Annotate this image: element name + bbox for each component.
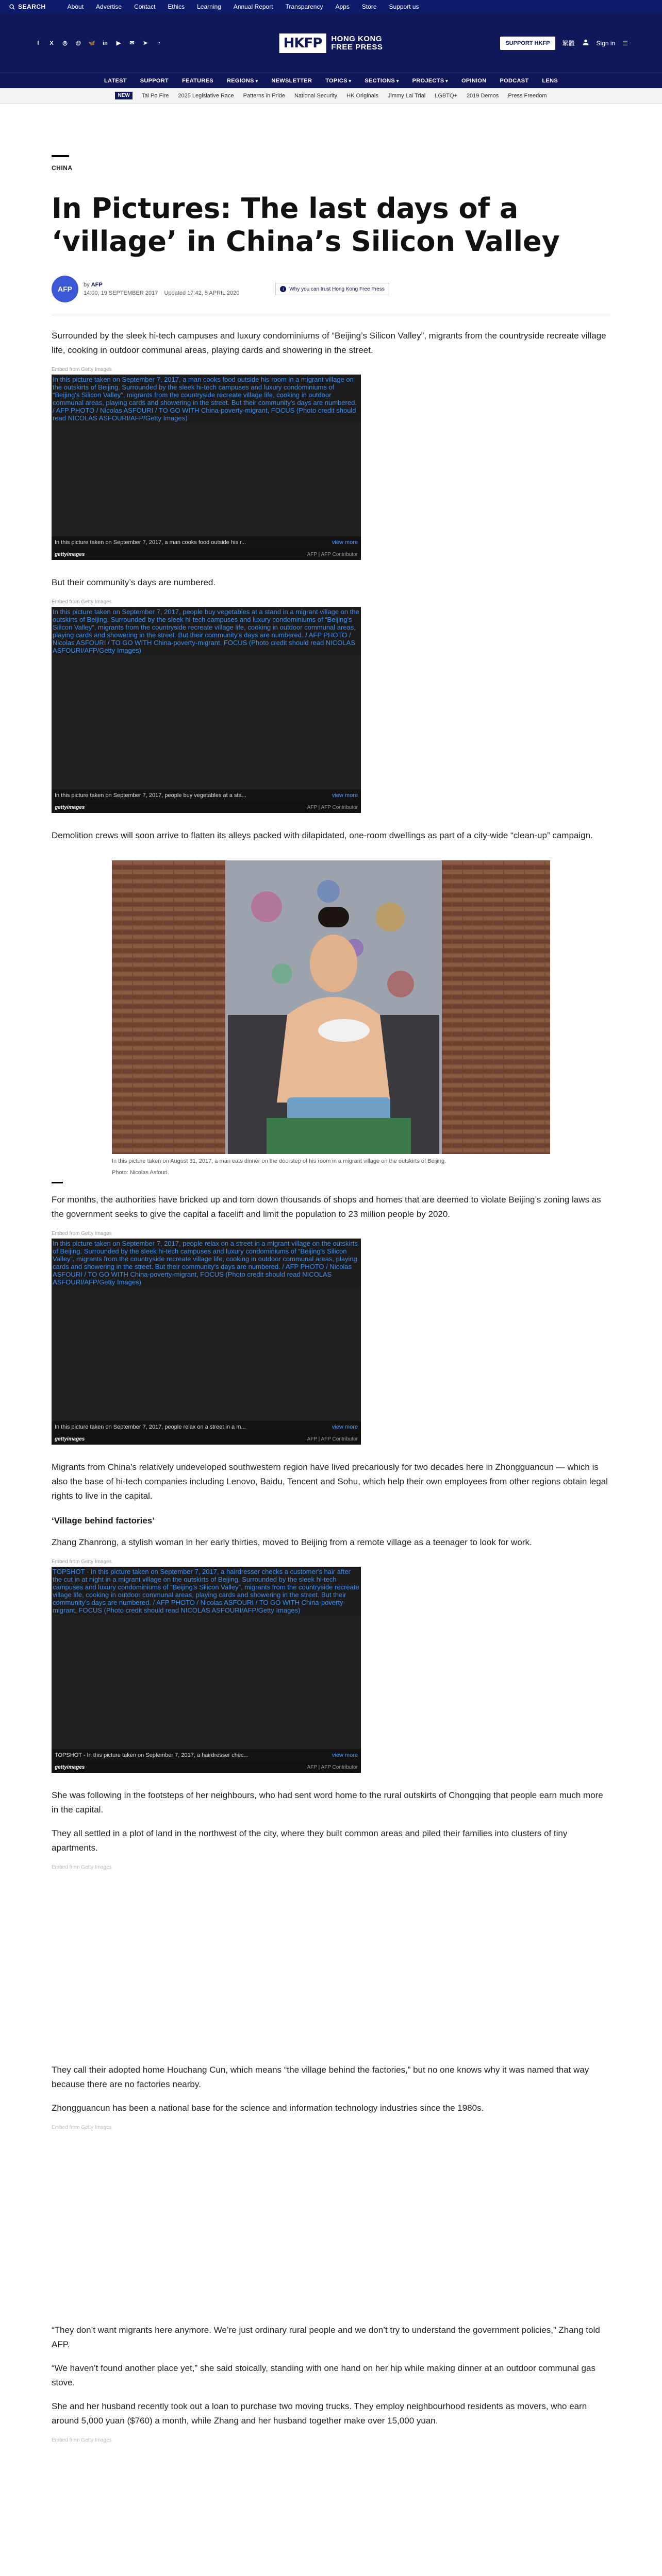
subheading-village: ‘Village behind factories’ [52, 1516, 155, 1526]
x-icon[interactable]: X [49, 40, 54, 46]
paragraph-5: Migrants from China’s relatively undeveloped southwestern region have lived precariously for two decades here in Zhongguancun — which is also the base of hi-tech companies including Lenovo, Baidu, Tencent and Sohu, which help their own employees from other regions obtain legal rights to live in the capital. [52, 1462, 608, 1501]
article-category[interactable]: CHINA [52, 164, 73, 172]
paragraph-8: They all settled in a plot of land in the northwest of the city, where they built common areas and piled their families into clusters of tiny apartments. [52, 1828, 568, 1853]
article-title: In Pictures: The last days of a ‘village’ in China’s Silicon Valley [52, 192, 560, 258]
trending-nav [0, 88, 662, 104]
embed-caption-bar [52, 1421, 361, 1433]
nav-opinion[interactable]: OPINION [461, 77, 487, 84]
embed-footer [52, 1761, 361, 1773]
bluesky-icon[interactable]: 🦋 [88, 40, 95, 46]
instagram-icon[interactable]: ◎ [62, 40, 68, 46]
getty-embed-3[interactable] [52, 1239, 361, 1445]
category-rule [52, 155, 69, 157]
view-more-link[interactable]: view more [332, 1752, 358, 1758]
embed-credit: AFP | AFP Contributor [307, 1764, 358, 1770]
nav-sections[interactable]: SECTIONS ▾ [365, 78, 399, 84]
figure-credit: Photo: Nicolas Asfouri. [112, 1170, 169, 1176]
getty-embed-4[interactable] [52, 1567, 361, 1773]
embed-caption: In this picture taken on September 7, 2017, people buy vegetables at a sta... [55, 792, 246, 799]
paragraph-11: “They don’t want migrants here anymore. We’re just ordinary rural people and we don’t try to understand the government policies,” Zhang told AFP. [52, 2325, 600, 2349]
header-actions [500, 37, 628, 50]
author-name[interactable]: AFP [91, 282, 103, 288]
trust-button[interactable] [275, 283, 389, 295]
trending-patterns-in-pride[interactable]: Patterns in Pride [243, 92, 285, 99]
nav-support[interactable]: SUPPORT [140, 77, 169, 84]
embed-caption: In this picture taken on September 7, 2017, a man cooks food outside his r... [55, 539, 246, 546]
embed-label: Embed from Getty Images [52, 1231, 112, 1236]
util-link-ethics[interactable]: Ethics [168, 3, 185, 10]
byline-by: by [84, 282, 90, 288]
sign-in-link[interactable]: Sign in [596, 39, 616, 47]
embed-footer [52, 549, 361, 560]
embed-caption-bar [52, 1749, 361, 1761]
logo-line-2: FREE PRESS [331, 42, 383, 52]
embed-footer [52, 802, 361, 813]
getty-logo[interactable]: gettyimages [55, 551, 85, 557]
logo-wordmark [331, 35, 383, 52]
user-icon[interactable] [582, 39, 589, 47]
embed-placeholder [52, 1883, 610, 2063]
section-divider [52, 1182, 63, 1183]
logo-line-1: HONG KONG [331, 34, 383, 43]
util-link-store[interactable]: Store [361, 3, 377, 10]
nav-podcast[interactable]: PODCAST [500, 77, 529, 84]
photo-illustration [112, 860, 550, 1154]
paragraph-12: “We haven’t found another place yet,” she said stoically, standing with one hand on her hip while making dinner at an outdoor communal gas stove. [52, 2363, 595, 2387]
util-link-learning[interactable]: Learning [197, 3, 221, 10]
embed-credit: AFP | AFP Contributor [307, 804, 358, 810]
getty-logo[interactable]: gettyimages [55, 804, 85, 810]
trending-tai-po-fire[interactable]: Tai Po Fire [141, 92, 169, 99]
nav-newsletter[interactable]: NEWSLETTER [271, 77, 312, 84]
view-more-link[interactable]: view more [332, 1424, 358, 1430]
embed-placeholder [52, 2455, 610, 2576]
image-alt-text: In this picture taken on September 7, 2017, people buy vegetables at a stand in a migrant village on the outskirts of Beijing. Surrounded by the sleek hi-tech campuses and luxury condominiums of “Beijing's Silicon Valley”, migrants from the countryside recreate village life, cooking in outdoor communal areas, playing cards and showering in the street. But their community's days are numbered. / AFP PHOTO / Nicolas ASFOURI / TO GO WITH China-poverty-migrant, FOCUS (Photo credit should read NICOLAS ASFOURI/AFP/Getty Images) [52, 607, 361, 655]
new-badge: NEW [115, 92, 132, 99]
paragraph-7: She was following in the footsteps of her neighbours, who had sent word home to the rural outskirts of Chongqing that people earn much more in the capital. [52, 1790, 603, 1815]
trending-legislative-race[interactable]: 2025 Legislative Race [178, 92, 234, 99]
paragraph-2: But their community’s days are numbered. [52, 578, 216, 587]
util-link-contact[interactable]: Contact [134, 3, 156, 10]
embed-label: Embed from Getty Images [52, 599, 112, 605]
embed-placeholder [52, 2143, 610, 2323]
publish-date: 14:00, 19 SEPTEMBER 2017 [84, 290, 158, 296]
byline [52, 276, 610, 315]
social-links [34, 39, 163, 47]
nav-latest[interactable]: LATEST [104, 77, 127, 84]
image-alt-text: TOPSHOT - In this picture taken on September 7, 2017, a hairdresser checks a customer's hair after the cut in at night in a migrant village on the outskirts of Beijing. Surrounded by the sleek hi-tech campuses and luxury condominiums of “Beijing's Silicon Valley”, migrants from the countryside recreate village life, cooking in outdoor communal areas, playing cards and showering in the street. But their community's days are numbered. / AFP PHOTO / Nicolas ASFOURI / TO GO WITH China-poverty-migrant, FOCUS (Photo credit should read NICOLAS ASFOURI/AFP/Getty Images) [52, 1567, 361, 1615]
email-icon[interactable]: ✉ [129, 40, 135, 46]
paragraph-9: They call their adopted home Houchang Cun, which means “the village behind the factories,” but no one knows why it was named that way because there are no factories nearby. [52, 2065, 589, 2089]
nav-regions[interactable]: REGIONS ▾ [227, 78, 258, 84]
util-link-apps[interactable]: Apps [335, 3, 350, 10]
util-link-transparency[interactable]: Transparency [285, 3, 323, 10]
facebook-icon[interactable]: f [37, 40, 39, 46]
util-link-annual-report[interactable]: Annual Report [233, 3, 273, 10]
embed-credit: AFP | AFP Contributor [307, 551, 358, 557]
embed-credit: AFP | AFP Contributor [307, 1436, 358, 1442]
utility-links [68, 3, 419, 10]
article-figure [112, 860, 550, 1177]
figure-caption: In this picture taken on August 31, 2017, a man eats dinner on the doorstep of his room in a migrant village on the outskirts of Beijing. [112, 1158, 446, 1164]
embed-caption: TOPSHOT - In this picture taken on September 7, 2017, a hairdresser chec... [55, 1752, 249, 1758]
view-more-link[interactable]: view more [332, 792, 358, 799]
getty-logo[interactable]: gettyimages [55, 1764, 85, 1770]
menu-icon[interactable]: ☰ [622, 39, 628, 47]
main-nav [0, 73, 662, 88]
utility-bar [0, 0, 662, 13]
threads-icon[interactable]: @ [75, 40, 81, 46]
rss-icon[interactable]: ◔ [157, 40, 161, 46]
paragraph-6: Zhang Zhanrong, a stylish woman in her early thirties, moved to Beijing from a remote village as a teenager to look for work. [52, 1537, 532, 1547]
site-header [0, 13, 662, 73]
nav-features[interactable]: FEATURES [182, 77, 213, 84]
updated-date: Updated 17:42, 5 APRIL 2020 [164, 290, 240, 296]
getty-embed-2[interactable] [52, 607, 361, 813]
image-alt-text: In this picture taken on September 7, 2017, a man cooks food outside his room in a migrant village on the outskirts of Beijing. Surrounded by the sleek hi-tech campuses and luxury condominiums of “Beijing's Silicon Valley”, migrants from the countryside recreate village life, cooking in outdoor communal areas, playing cards and showering in the street. But their community's days are numbered. / AFP PHOTO / Nicolas ASFOURI / TO GO WITH China-poverty-migrant, FOCUS (Photo credit should read NICOLAS ASFOURI/AFP/Getty Images) [52, 375, 361, 423]
getty-logo[interactable]: gettyimages [55, 1436, 85, 1442]
article [52, 104, 610, 2576]
paragraph-13: She and her husband recently took out a loan to purchase two moving trucks. They employ neighbourhood residents as movers, who earn around 5,000 yuan ($760) a month, while Zhang and her husband together make over 15,000 yuan. [52, 2401, 587, 2426]
embed-caption-bar [52, 536, 361, 549]
embed-label: Embed from Getty Images [52, 1559, 112, 1565]
embed-label: Embed from Getty Images [52, 367, 112, 372]
embed-footer [52, 1433, 361, 1445]
telegram-icon[interactable]: ➤ [143, 40, 148, 46]
trending-2019-demos[interactable]: 2019 Demos [466, 92, 499, 99]
trending-hk-originals[interactable]: HK Originals [346, 92, 378, 99]
info-icon: i [280, 286, 286, 292]
util-link-advertise[interactable]: Advertise [96, 3, 122, 10]
search-icon [9, 4, 15, 10]
embed-label: Embed from Getty Images [52, 2125, 112, 2130]
embed-label: Embed from Getty Images [52, 2437, 112, 2443]
nav-projects[interactable]: PROJECTS ▾ [412, 78, 448, 84]
logo-mark: HKFP [279, 33, 326, 53]
getty-embed-1[interactable] [52, 375, 361, 560]
site-logo[interactable] [279, 33, 383, 53]
paragraph-1: Surrounded by the sleek hi-tech campuses and luxury condominiums of “Beijing’s Silicon Valley”, migrants from the countryside recreate village life, cooking in outdoor communal areas, playing cards and showering in the street. [52, 331, 606, 355]
youtube-icon[interactable]: ▶ [116, 40, 121, 46]
nav-topics[interactable]: TOPICS ▾ [325, 78, 351, 84]
language-toggle[interactable]: 繁體 [562, 40, 575, 47]
trending-lgbtq[interactable]: LGBTQ+ [435, 92, 457, 99]
trending-press-freedom[interactable]: Press Freedom [508, 92, 547, 99]
search-button[interactable] [9, 3, 46, 10]
image-alt-text: In this picture taken on September 7, 2017, people relax on a street in a migrant village on the outskirts of Beijing. Surrounded by the sleek hi-tech campuses and luxury condominiums of “Beijing's Silicon Valley”, migrants from the countryside recreate village life, cooking in outdoor communal areas, playing cards and showering in the street. But their community's days are numbered. / AFP PHOTO / Nicolas ASFOURI / TO GO WITH China-poverty-migrant, FOCUS (Photo credit should read NICOLAS ASFOURI/AFP/Getty Images) [52, 1239, 361, 1287]
embed-caption-bar [52, 789, 361, 802]
trending-jimmy-lai-trial[interactable]: Jimmy Lai Trial [387, 92, 426, 99]
util-link-about[interactable]: About [67, 3, 84, 10]
support-hkfp-button[interactable]: SUPPORT HKFP [500, 37, 555, 50]
nav-lens[interactable]: LENS [542, 77, 558, 84]
trust-label: Why you can trust Hong Kong Free Press [289, 286, 385, 292]
paragraph-10: Zhongguancun has been a national base for the science and information technology industries since the 1980s. [52, 2103, 484, 2113]
embed-caption: In this picture taken on September 7, 2017, people relax on a street in a m... [55, 1424, 246, 1430]
trending-national-security[interactable]: National Security [294, 92, 338, 99]
avatar[interactable]: AFP [52, 276, 78, 302]
search-label: SEARCH [18, 3, 46, 10]
view-more-link[interactable]: view more [332, 539, 358, 546]
photo-man-eating-dinner [112, 860, 550, 1154]
embed-label: Embed from Getty Images [52, 1865, 112, 1870]
util-link-support-us[interactable]: Support us [389, 3, 419, 10]
byline-text [84, 281, 239, 297]
linkedin-icon[interactable]: in [103, 40, 108, 46]
paragraph-4: For months, the authorities have bricked up and torn down thousands of shops and homes that are deemed to violate Beijing’s zoning laws as the government seeks to give the capital a facelift and limit the population to 23 million people by 2020. [52, 1195, 601, 1219]
paragraph-3: Demolition crews will soon arrive to flatten its alleys packed with dilapidated, one-room dwellings as part of a city-wide “clean-up” campaign. [52, 831, 593, 840]
